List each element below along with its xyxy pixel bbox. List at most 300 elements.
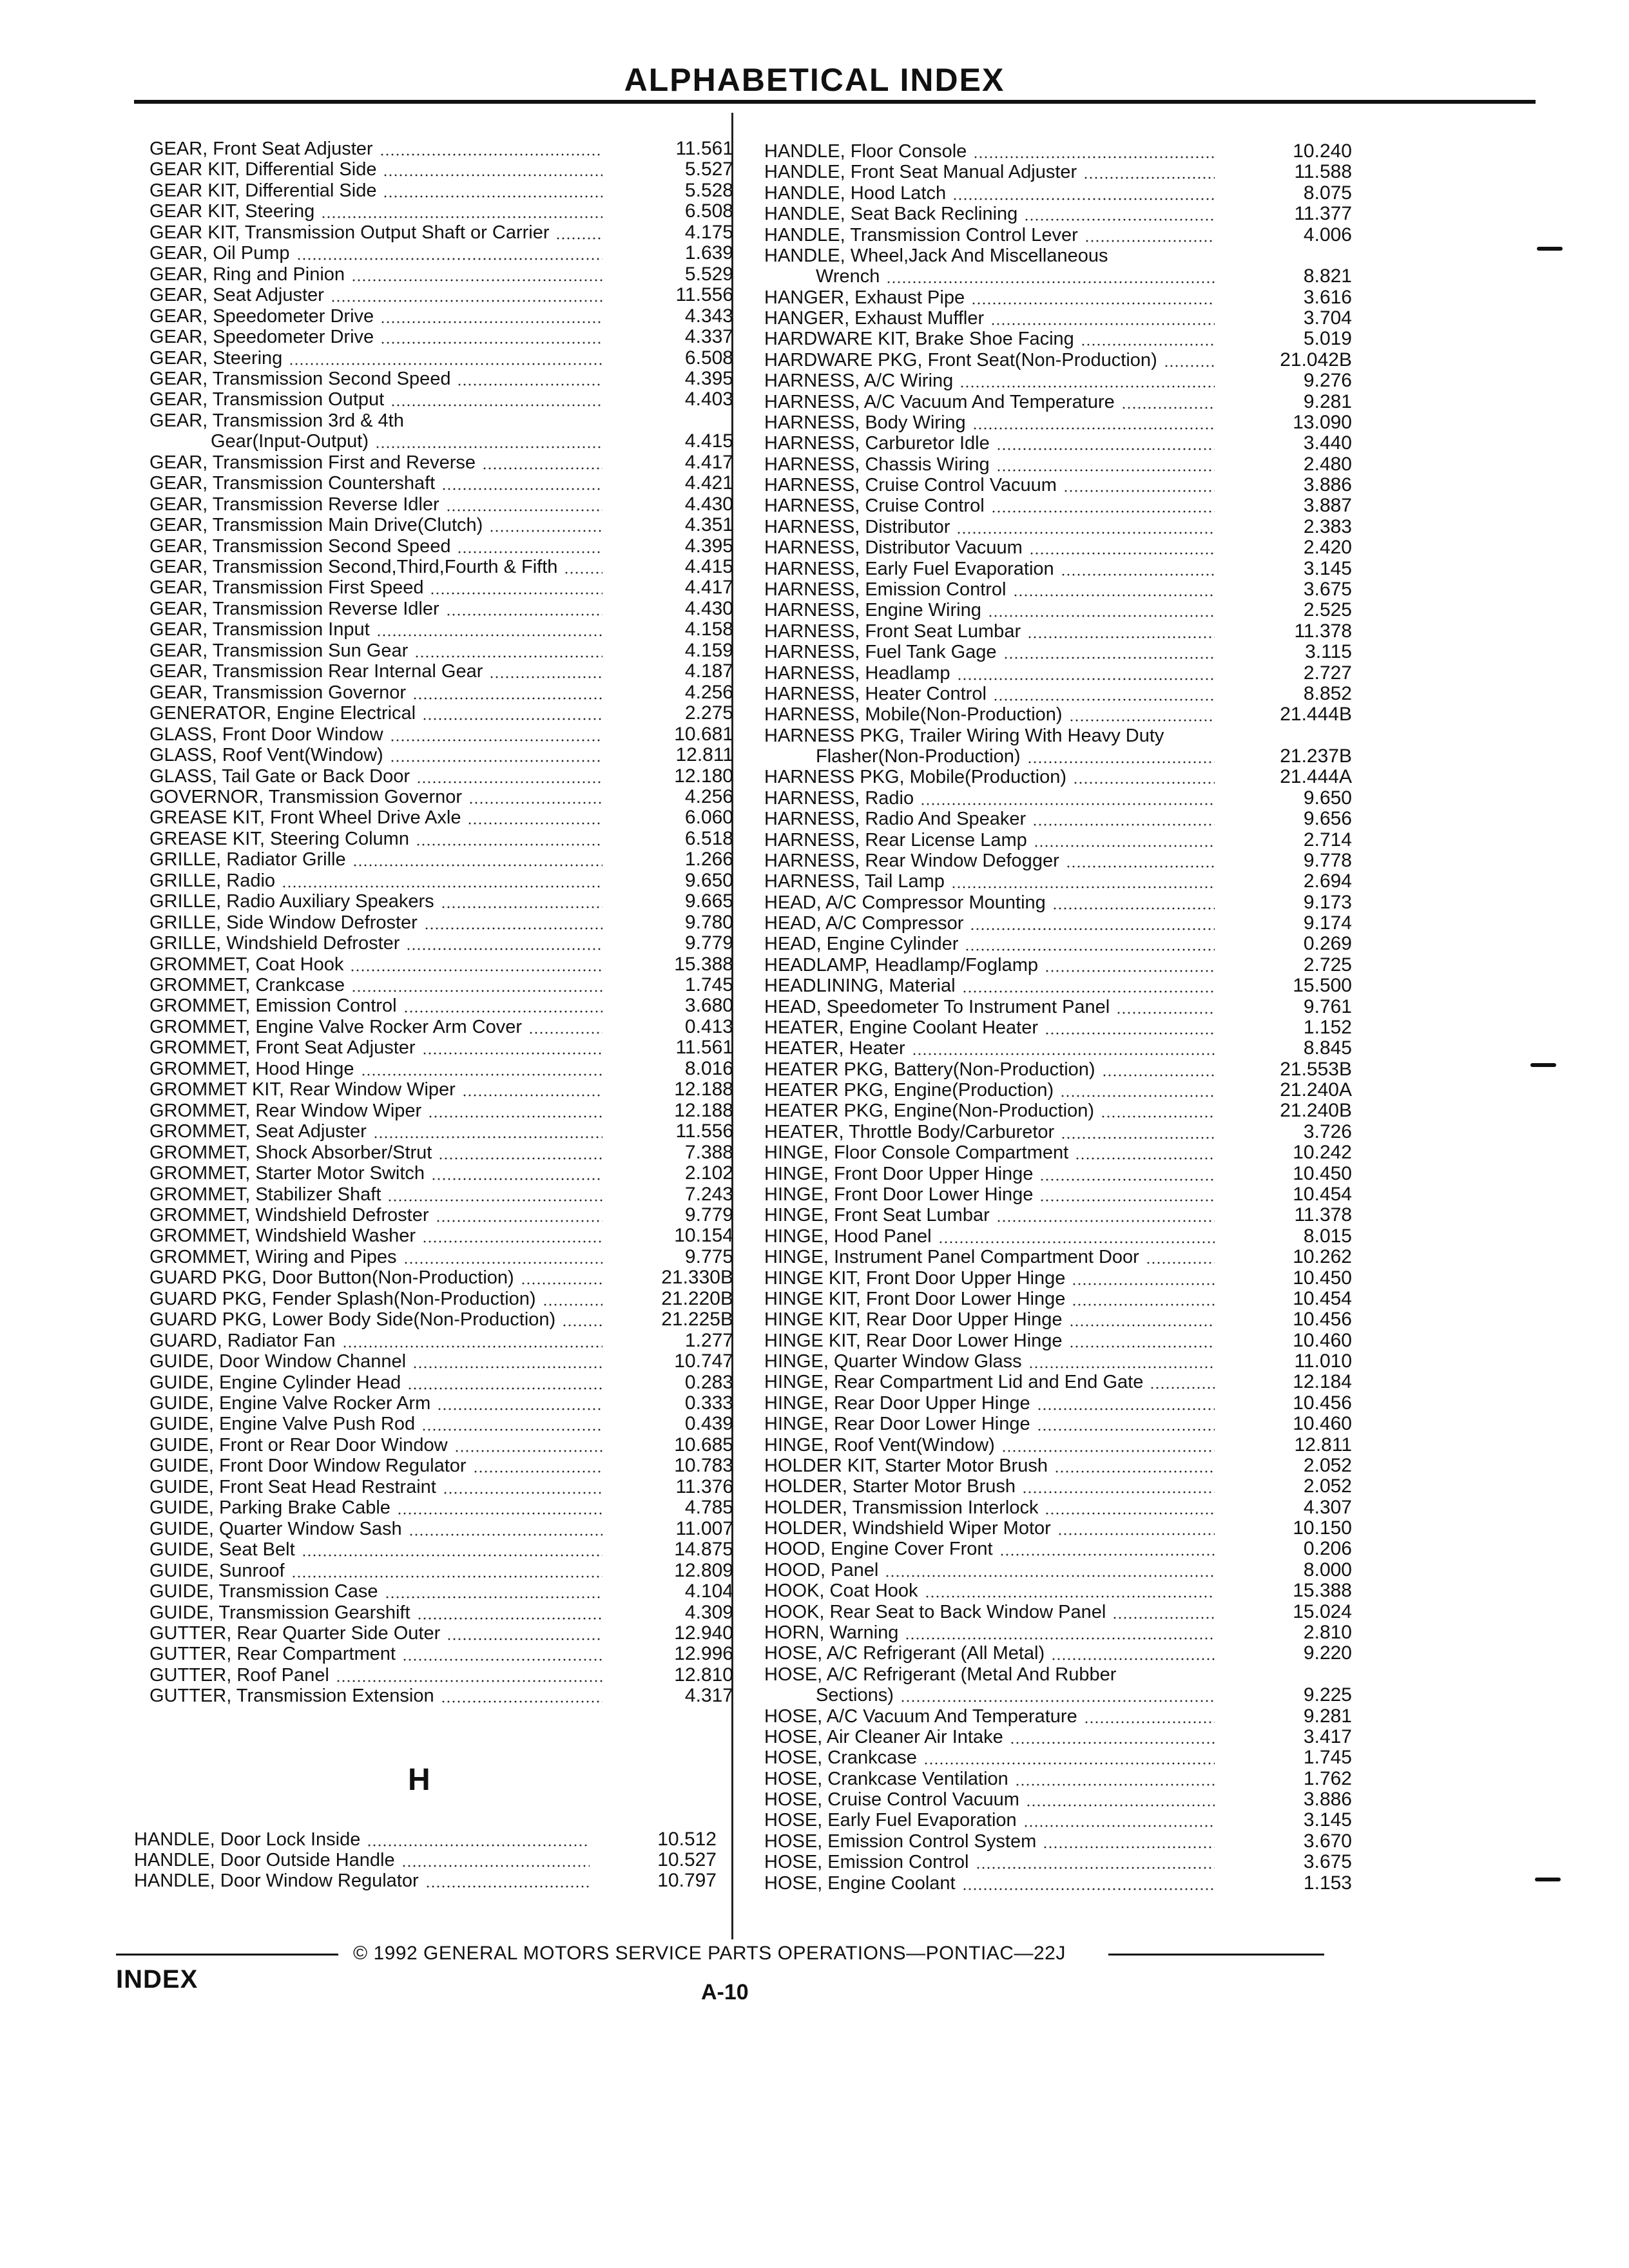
entry-page-ref: 10.797: [657, 1870, 717, 1891]
dot-leader: [905, 1637, 1215, 1640]
dot-leader: [991, 510, 1215, 513]
dot-leader: [1073, 782, 1215, 784]
entry-label: HINGE, Quarter Window Glass: [764, 1351, 1022, 1372]
entry-page-ref: 4.159: [684, 639, 733, 661]
entry-page-ref: 6.060: [684, 807, 733, 829]
entry-page-ref: 0.206: [1303, 1538, 1352, 1560]
entry-label: HEAD, A/C Compressor Mounting: [764, 892, 1046, 913]
entry-page-ref: 9.779: [684, 1204, 733, 1225]
entry-page-ref: 11.561: [675, 1037, 733, 1059]
entry-page-ref: 10.454: [1293, 1184, 1352, 1205]
entry-label: GUIDE, Quarter Window Sash: [149, 1518, 402, 1539]
dot-leader: [1052, 907, 1215, 910]
entry-label: HANDLE, Door Window Regulator: [134, 1870, 419, 1891]
entry-page-ref: 9.174: [1303, 912, 1352, 934]
entry-label: HANDLE, Door Outside Handle: [134, 1850, 395, 1870]
entry-page-ref: 12.809: [674, 1559, 733, 1581]
dot-leader: [1054, 1470, 1215, 1473]
entry-label: GUIDE, Front or Rear Door Window: [149, 1434, 448, 1456]
entry-page-ref: 10.242: [1293, 1142, 1352, 1164]
entry-page-ref: 3.616: [1303, 286, 1352, 308]
entry-page-ref: 2.525: [1303, 599, 1352, 621]
entry-label: HARNESS, Radio And Speaker: [764, 809, 1027, 830]
entry-label: HOOD, Engine Cover Front: [764, 1539, 993, 1560]
dot-leader: [993, 698, 1215, 701]
entry-page-ref: 3.726: [1303, 1120, 1352, 1142]
entry-label: HEAD, Engine Cylinder: [764, 934, 959, 955]
entry-page-ref: 4.337: [684, 326, 733, 348]
entry-page-ref: 4.395: [684, 535, 733, 557]
dot-leader: [1069, 1324, 1215, 1327]
title-rule: [134, 100, 1536, 104]
entry-page-ref: 1.152: [1303, 1016, 1352, 1038]
entry-label: HOOK, Coat Hook: [764, 1581, 918, 1602]
entry-label: HARDWARE PKG, Front Seat(Non-Production): [764, 349, 1157, 370]
entry-label: HARNESS, Chassis Wiring: [764, 454, 990, 475]
dot-leader: [1028, 1366, 1215, 1369]
entry-label: GEAR, Oil Pump: [149, 243, 290, 264]
entry-label: HORN, Warning: [764, 1622, 899, 1643]
entry-label: GUTTER, Roof Panel: [149, 1664, 329, 1686]
entry-label: GRILLE, Windshield Defroster: [149, 933, 400, 954]
dot-leader: [1010, 1742, 1215, 1744]
entry-label: HARNESS, Cruise Control Vacuum: [764, 475, 1057, 496]
entry-page-ref: 5.528: [684, 179, 733, 201]
entry-label: GEAR, Transmission Rear Internal Gear: [149, 661, 483, 682]
entry-page-ref: 3.670: [1303, 1830, 1352, 1852]
entry-label: GUTTER, Rear Compartment: [149, 1644, 396, 1665]
entry-label: HARNESS, Heater Control: [764, 683, 987, 704]
entry-page-ref: 9.775: [684, 1245, 733, 1267]
entry-label: HINGE, Front Seat Lumbar: [764, 1205, 990, 1226]
entry-page-ref: 6.508: [684, 347, 733, 369]
entry-label: GEAR KIT, Differential Side: [149, 159, 377, 180]
entry-page-ref: 15.024: [1293, 1600, 1352, 1622]
entry-page-ref: 9.656: [1303, 808, 1352, 830]
entry-page-ref: 11.561: [675, 138, 733, 159]
entry-label: GUARD PKG, Fender Splash(Non-Production): [149, 1288, 536, 1309]
entry-page-ref: 2.725: [1303, 954, 1352, 975]
entry-page-ref: 10.685: [674, 1434, 733, 1456]
entry-label: GLASS, Roof Vent(Window): [149, 745, 383, 766]
entry-label: GEAR, Transmission Governor: [149, 682, 407, 703]
entry-label: GUIDE, Engine Cylinder Head: [149, 1372, 401, 1393]
entry-label: GROMMET, Seat Adjuster: [149, 1121, 367, 1142]
entry-label: GUTTER, Transmission Extension: [149, 1686, 434, 1707]
entry-page-ref: 2.694: [1303, 870, 1352, 892]
entry-label: HARNESS, Headlamp: [764, 662, 950, 684]
entry-label: HARNESS, Distributor: [764, 516, 950, 537]
dot-leader: [1043, 1846, 1215, 1849]
entry-page-ref: 4.785: [684, 1497, 733, 1519]
entry-label: HOSE, Early Fuel Evaporation: [764, 1810, 1017, 1831]
entry-label: HEATER PKG, Engine(Non-Production): [764, 1100, 1095, 1122]
dot-leader: [1034, 845, 1215, 847]
entry-page-ref: 21.237B: [1280, 745, 1352, 767]
entry-label: GROMMET, Hood Hinge: [149, 1058, 354, 1079]
entry-page-ref: 4.415: [684, 430, 733, 452]
entry-page-ref: 4.006: [1303, 224, 1352, 245]
dot-leader: [1061, 1137, 1215, 1139]
dot-leader: [956, 532, 1215, 534]
dot-leader: [1003, 657, 1215, 659]
entry-label: HOSE, A/C Vacuum And Temperature: [764, 1706, 1077, 1727]
entry-page-ref: 12.180: [674, 765, 733, 787]
entry-page-ref: 9.225: [1303, 1684, 1352, 1706]
entry-page-ref: 4.307: [1303, 1496, 1352, 1518]
entry-label: HARNESS, Tail Lamp: [764, 871, 945, 892]
entry-page-ref: 7.388: [684, 1141, 733, 1163]
entry-page-ref: 8.845: [1303, 1037, 1352, 1059]
entry-label: HINGE, Rear Door Upper Hinge: [764, 1392, 1030, 1414]
entry-label: HARNESS PKG, Mobile(Production): [764, 767, 1066, 788]
entry-page-ref: 2.714: [1303, 829, 1352, 850]
dot-leader: [938, 1241, 1215, 1244]
dot-leader: [996, 1220, 1215, 1222]
entry-page-ref: 10.456: [1293, 1309, 1352, 1331]
entry-label: HARNESS, Radio: [764, 787, 914, 809]
entry-page-ref: 8.015: [1303, 1225, 1352, 1247]
entry-page-ref: 11.007: [675, 1517, 733, 1539]
entry-page-ref: 10.262: [1293, 1246, 1352, 1268]
entry-page-ref: 10.783: [674, 1455, 733, 1477]
entry-label: GEAR, Transmission Input: [149, 619, 370, 640]
entry-label: GROMMET KIT, Rear Window Wiper: [149, 1079, 456, 1100]
entry-page-ref: 1.745: [1303, 1747, 1352, 1769]
footer-copyright: © 1992 GENERAL MOTORS SERVICE PARTS OPERATIONS—PONTIAC—22J: [353, 1943, 1066, 1964]
entry-page-ref: 2.275: [684, 702, 733, 724]
entry-label: GEAR, Transmission Second Speed: [149, 535, 451, 557]
dot-leader: [1039, 1199, 1215, 1202]
entry-label: HOSE, Engine Coolant: [764, 1872, 956, 1894]
entry-page-ref: 1.745: [684, 974, 733, 995]
entry-page-ref: 13.090: [1293, 411, 1352, 433]
entry-label: HINGE, Rear Compartment Lid and End Gate: [764, 1372, 1144, 1393]
entry-page-ref: 12.188: [674, 1099, 733, 1121]
entry-label: HINGE, Rear Door Lower Hinge: [764, 1414, 1030, 1435]
entry-label: GUIDE, Engine Valve Push Rod: [149, 1414, 416, 1435]
dot-leader: [1027, 761, 1215, 764]
dot-leader: [1084, 1721, 1215, 1724]
dot-leader: [1102, 1074, 1215, 1077]
section-heading-h: H: [408, 1763, 430, 1797]
entry-label: GUIDE, Transmission Case: [149, 1581, 378, 1602]
entry-label: HEAD, A/C Compressor: [764, 913, 964, 934]
entry-page-ref: 4.421: [684, 472, 733, 494]
entry-page-ref: 12.184: [1293, 1371, 1352, 1393]
page-title: ALPHABETICAL INDEX: [624, 62, 1005, 98]
entry-page-ref: 4.415: [684, 556, 733, 577]
entry-label: GROMMET, Windshield Washer: [149, 1225, 416, 1247]
entry-page-ref: 9.780: [684, 911, 733, 933]
entry-label: HANDLE, Hood Latch: [764, 182, 947, 204]
entry-label: GUIDE, Seat Belt: [149, 1539, 295, 1561]
entry-label: GEAR, Transmission Countershaft: [149, 473, 436, 494]
entry-page-ref: 21.553B: [1280, 1058, 1352, 1080]
dot-leader: [972, 427, 1215, 430]
entry-label: GEAR, Speedometer Drive: [149, 305, 374, 327]
entry-label: Sections): [816, 1685, 894, 1706]
entry-page-ref: 9.276: [1303, 370, 1352, 392]
edge-mark-top: [1537, 247, 1563, 251]
entry-page-ref: 4.403: [684, 389, 733, 410]
dot-leader: [1024, 218, 1215, 221]
dot-leader: [1060, 1095, 1215, 1097]
entry-page-ref: 2.052: [1303, 1454, 1352, 1476]
entry-page-ref: 10.460: [1293, 1413, 1352, 1435]
entry-page-ref: 2.420: [1303, 537, 1352, 559]
entry-page-ref: 4.256: [684, 681, 733, 703]
entry-page-ref: 9.220: [1303, 1642, 1352, 1664]
entry-label: HINGE KIT, Front Door Upper Hinge: [764, 1267, 1066, 1289]
entry-page-ref: 4.351: [684, 514, 733, 536]
dot-leader: [1063, 490, 1215, 492]
entry-page-ref: 3.115: [1305, 641, 1352, 663]
entry-label: GEAR, Steering: [149, 347, 283, 369]
entry-page-ref: 9.761: [1303, 995, 1352, 1017]
dot-leader: [996, 469, 1215, 472]
entry-page-ref: 11.376: [675, 1475, 733, 1497]
entry-page-ref: 8.000: [1303, 1559, 1352, 1581]
entry-label: HARNESS, Early Fuel Evaporation: [764, 558, 1054, 579]
entry-label: HARNESS, Fuel Tank Gage: [764, 642, 997, 663]
entry-label: HARNESS PKG, Trailer Wiring With Heavy Duty: [764, 725, 1164, 746]
entry-page-ref: 11.378: [1294, 1204, 1352, 1226]
dot-leader: [1026, 1804, 1215, 1807]
dot-leader: [1150, 1387, 1215, 1389]
dot-leader: [1045, 970, 1215, 972]
entry-page-ref: 1.277: [684, 1329, 733, 1351]
entry-label: HOLDER, Transmission Interlock: [764, 1497, 1039, 1518]
entry-label: GEAR, Speedometer Drive: [149, 327, 374, 348]
dot-leader: [912, 1053, 1215, 1055]
footer-section-label: INDEX: [116, 1965, 198, 1994]
dot-leader: [1083, 177, 1215, 179]
entry-page-ref: 10.681: [674, 723, 733, 745]
entry-label: GUARD PKG, Lower Body Side(Non-Production): [149, 1309, 556, 1331]
entry-page-ref: 21.225B: [661, 1309, 733, 1331]
entry-page-ref: 12.810: [674, 1664, 733, 1686]
dot-leader: [885, 1575, 1215, 1577]
entry-page-ref: 1.762: [1303, 1767, 1352, 1789]
footer-rule-left-segment: [116, 1954, 338, 1956]
entry-page-ref: 0.333: [684, 1392, 733, 1414]
entry-page-ref: 12.996: [674, 1643, 733, 1665]
entry-label: GRILLE, Side Window Defroster: [149, 912, 418, 933]
entry-page-ref: 21.240B: [1280, 1100, 1352, 1122]
entry-label: GROMMET, Coat Hook: [149, 954, 344, 975]
entry-page-ref: 2.052: [1303, 1475, 1352, 1497]
entry-label: GROMMET, Emission Control: [149, 995, 397, 1017]
entry-label: GROMMET, Rear Window Wiper: [149, 1100, 422, 1121]
entry-page-ref: 10.450: [1293, 1162, 1352, 1184]
entry-label: HINGE, Roof Vent(Window): [764, 1434, 995, 1456]
dot-leader: [1027, 636, 1215, 639]
entry-page-ref: 0.269: [1303, 933, 1352, 955]
entry-page-ref: 4.187: [684, 660, 733, 682]
dot-leader: [1146, 1262, 1215, 1264]
entry-label: GRILLE, Radiator Grille: [149, 849, 346, 870]
entry-label: GEAR, Ring and Pinion: [149, 264, 345, 285]
dot-leader: [1039, 1178, 1215, 1181]
entry-label: HARNESS, Cruise Control: [764, 495, 985, 517]
entry-page-ref: 15.388: [674, 953, 733, 975]
entry-label: GREASE KIT, Steering Column: [149, 828, 409, 849]
entry-label: GEAR, Transmission Second Speed: [149, 368, 451, 389]
entry-label: GUARD PKG, Door Button(Non-Production): [149, 1267, 514, 1289]
entry-label: GROMMET, Crankcase: [149, 975, 345, 995]
dot-leader: [886, 281, 1215, 284]
dot-leader: [1069, 1345, 1215, 1348]
dot-leader: [923, 1762, 1215, 1765]
index-entry: [0, 1872, 1629, 1897]
entry-page-ref: 11.377: [1294, 203, 1352, 225]
entry-label: HOSE, Emission Control System: [764, 1831, 1037, 1852]
entry-label: HARNESS, A/C Wiring: [764, 370, 954, 392]
entry-label: HINGE, Front Door Upper Hinge: [764, 1163, 1034, 1184]
entry-page-ref: 4.309: [684, 1601, 733, 1623]
entry-page-ref: 4.317: [684, 1685, 733, 1707]
entry-label: GUIDE, Parking Brake Cable: [149, 1497, 390, 1519]
dot-leader: [1051, 1658, 1215, 1660]
entry-label: HEATER PKG, Battery(Non-Production): [764, 1059, 1095, 1080]
entry-label: HARNESS, Front Seat Lumbar: [764, 620, 1021, 642]
dot-leader: [1045, 1512, 1215, 1515]
entry-page-ref: 21.220B: [661, 1287, 733, 1309]
dot-leader: [962, 990, 1215, 993]
entry-page-ref: 12.811: [1294, 1434, 1352, 1456]
entry-page-ref: 21.330B: [661, 1267, 733, 1289]
dot-leader: [1015, 1783, 1215, 1786]
entry-label: HINGE, Front Door Lower Hinge: [764, 1184, 1034, 1205]
dot-leader: [1112, 1617, 1215, 1619]
dot-leader: [1121, 407, 1215, 409]
entry-page-ref: 10.527: [657, 1849, 717, 1870]
entry-label: GLASS, Tail Gate or Back Door: [149, 765, 410, 787]
entry-label: GEAR, Front Seat Adjuster: [149, 139, 373, 159]
entry-label: HINGE, Floor Console Compartment: [764, 1142, 1069, 1164]
entry-label: HANDLE, Front Seat Manual Adjuster: [764, 162, 1077, 183]
entry-page-ref: 3.886: [1303, 474, 1352, 496]
entry-label: HINGE KIT, Rear Door Upper Hinge: [764, 1309, 1063, 1331]
entry-label: GROMMET, Shock Absorber/Strut: [149, 1142, 432, 1163]
entry-page-ref: 3.886: [1303, 1789, 1352, 1811]
edge-mark-bottom: [1535, 1878, 1561, 1881]
entry-page-ref: 3.680: [684, 995, 733, 1017]
entry-page-ref: 4.430: [684, 493, 733, 515]
entry-page-ref: 10.240: [1293, 140, 1352, 162]
entry-page-ref: 9.281: [1303, 390, 1352, 412]
entry-page-ref: 15.500: [1293, 975, 1352, 997]
entry-page-ref: 10.512: [657, 1829, 717, 1850]
entry-label: HEAD, Speedometer To Instrument Panel: [764, 996, 1110, 1017]
entry-label: HANDLE, Seat Back Reclining: [764, 204, 1018, 225]
entry-label: Wrench: [816, 266, 880, 287]
entry-label: Flasher(Non-Production): [816, 746, 1021, 767]
dot-leader: [900, 1700, 1215, 1702]
entry-label: HOSE, A/C Refrigerant (Metal And Rubber: [764, 1664, 1117, 1685]
dot-leader: [920, 803, 1215, 805]
dot-leader: [965, 948, 1215, 951]
dot-leader: [1069, 719, 1215, 722]
entry-page-ref: 9.281: [1303, 1705, 1352, 1727]
entry-label: HARNESS, Rear License Lamp: [764, 829, 1027, 850]
entry-page-ref: 4.430: [684, 597, 733, 619]
dot-leader: [1075, 1157, 1215, 1160]
entry-page-ref: 1.639: [684, 242, 733, 264]
entry-label: GEAR, Transmission First and Reverse: [149, 452, 476, 473]
dot-leader: [1032, 823, 1215, 826]
entry-page-ref: 10.150: [1293, 1517, 1352, 1539]
entry-page-ref: 4.104: [684, 1581, 733, 1602]
entry-page-ref: 0.283: [684, 1371, 733, 1393]
entry-label: HANGER, Exhaust Pipe: [764, 287, 965, 308]
entry-page-ref: 0.413: [684, 1015, 733, 1037]
entry-label: GROMMET, Windshield Defroster: [149, 1204, 429, 1225]
entry-page-ref: 1.266: [684, 849, 733, 870]
entry-label: HARNESS, Mobile(Non-Production): [764, 704, 1063, 726]
entry-label: GUIDE, Engine Valve Rocker Arm: [149, 1393, 431, 1414]
entry-page-ref: 4.256: [684, 785, 733, 807]
entry-page-ref: 10.456: [1293, 1392, 1352, 1414]
entry-page-ref: 15.388: [1293, 1580, 1352, 1602]
entry-page-ref: 8.821: [1303, 265, 1352, 287]
dot-leader: [1023, 1825, 1215, 1827]
dot-leader: [999, 1553, 1215, 1556]
entry-label: HARDWARE KIT, Brake Shoe Facing: [764, 329, 1074, 350]
entry-label: HEADLINING, Material: [764, 975, 956, 997]
dot-leader: [988, 615, 1215, 617]
entry-label: HOLDER, Starter Motor Brush: [764, 1476, 1016, 1497]
entry-label: GRILLE, Radio: [149, 870, 276, 891]
entry-label: GENERATOR, Engine Electrical: [149, 703, 416, 724]
entry-label: HOSE, Air Cleaner Air Intake: [764, 1726, 1003, 1747]
entry-page-ref: 9.778: [1303, 849, 1352, 871]
entry-page-ref: 4.158: [684, 619, 733, 640]
entry-page-ref: 11.556: [675, 284, 733, 306]
footer-rule-right: [1108, 1954, 1324, 1956]
entry-page-ref: 4.417: [684, 577, 733, 599]
dot-leader: [1045, 1032, 1215, 1035]
entry-label: HOLDER, Windshield Wiper Motor: [764, 1518, 1051, 1539]
entry-label: HOLDER KIT, Starter Motor Brush: [764, 1455, 1048, 1476]
entry-label: HOSE, Emission Control: [764, 1852, 969, 1873]
dot-leader: [1061, 573, 1215, 576]
entry-page-ref: 1.153: [1303, 1872, 1352, 1894]
entry-page-ref: 3.145: [1303, 1809, 1352, 1831]
entry-label: GEAR KIT, Transmission Output Shaft or Carrier: [149, 222, 550, 243]
entry-label: HANGER, Exhaust Muffler: [764, 308, 985, 329]
entry-page-ref: 9.779: [684, 932, 733, 954]
entry-label: GUTTER, Rear Quarter Side Outer: [149, 1622, 441, 1644]
dot-leader: [1037, 1428, 1215, 1431]
entry-label: HOOK, Rear Seat to Back Window Panel: [764, 1601, 1106, 1622]
entry-label: GUIDE, Front Door Window Regulator: [149, 1456, 467, 1477]
entry-label: GROMMET, Stabilizer Shaft: [149, 1184, 381, 1205]
dot-leader: [952, 198, 1215, 200]
dot-leader: [951, 886, 1215, 889]
dot-leader: [959, 385, 1215, 388]
entry-label: HOSE, Crankcase: [764, 1747, 917, 1769]
entry-label: GEAR, Transmission Reverse Idler: [149, 494, 439, 515]
entry-page-ref: 21.444B: [1280, 704, 1352, 726]
entry-label: GOVERNOR, Transmission Governor: [149, 786, 463, 807]
dot-leader: [925, 1595, 1215, 1598]
entry-label: GEAR KIT, Differential Side: [149, 180, 377, 201]
dot-leader: [957, 678, 1215, 680]
entry-page-ref: 3.704: [1303, 307, 1352, 329]
entry-label: HINGE KIT, Front Door Lower Hinge: [764, 1288, 1066, 1309]
